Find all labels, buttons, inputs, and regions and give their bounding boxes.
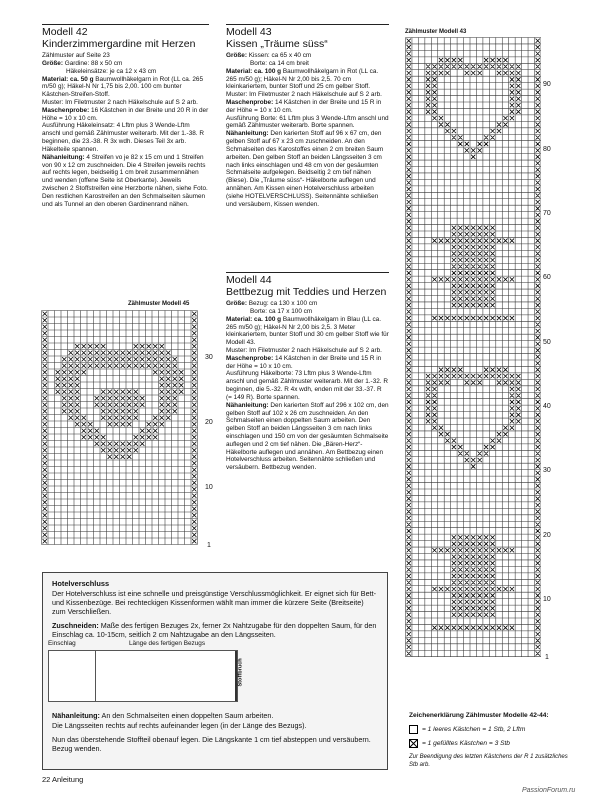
- legend: [409, 712, 569, 770]
- chart45-grid: [41, 310, 198, 545]
- modell44-ausfuehrung: Ausführung Häkelborte: 73 Lftm plus 3 Wende-Lftm anschl und gemäß Zählmuster weiterarb. Mit der 1.-32. R beginnen, die 5.-32. R 4x wdh, enden mit der 33.-37. R (= 149 R). Borte spannen.: [226, 370, 388, 401]
- material-label: Material: ca. 100 g: [226, 67, 282, 75]
- chart45-label-20: 20: [205, 419, 213, 426]
- groesse-label: Größe:: [42, 59, 63, 67]
- naehanleitung-label: Nähanleitung:: [226, 130, 269, 138]
- groesse-label: Größe:: [226, 300, 247, 308]
- groesse-label: Größe:: [226, 52, 247, 60]
- diagram-fabric: [48, 650, 238, 702]
- maschenprobe-value: 14 Kästchen in der Breite und 15 R in der Höhe = 10 x 10 cm.: [226, 354, 382, 370]
- chart43-label-60: 60: [543, 274, 551, 281]
- modell44-column: [226, 272, 389, 472]
- modell43-maschenprobe: [226, 99, 389, 115]
- modell42-ausfuehrung: Ausführung Häkeleinsatz: 4 Lftm plus 3 Wende-Lftm anschl und gemäß Zählmuster weiterarb. Mit der 1.-38. R beginnen, die 23.-38. R 3x wdh. Dieses Teil 3x arb. Häkelteile spannen.: [42, 122, 204, 153]
- chart43-label-90: 90: [543, 81, 551, 88]
- diagram-einschlag-label: Einschlag: [48, 640, 76, 648]
- modell42-material: [42, 76, 209, 99]
- chart43-grid: [405, 37, 541, 657]
- modell42-line: Zählmuster auf Seite 23: [42, 52, 110, 60]
- modell42-groesse2: Häkeleinsätze: je ca 12 x 43 cm: [66, 67, 157, 75]
- legend-empty: [409, 725, 569, 734]
- modell43-material: [226, 68, 389, 91]
- empty-square-icon: [409, 725, 418, 734]
- naehanleitung-value: 4 Streifen vo je 82 x 15 cm und 1 Streifen von 90 x 12 cm zuschneiden. Die 4 Streifen jeweils rechts auf rechts legen, beidseitig 1 cm breit zusammennähen und wenden (offene Seite ist Oberkante). Jeweils zwischen 2 Stoffstreifen eine Herzborte nähen, siehe Foto. Den restlichen Karostreifen an den Schmalseiten säumen und als Tunnel an den oberen Gardinenrand nähen.: [42, 153, 208, 208]
- chart43-label-20: 20: [543, 532, 551, 539]
- hotelverschluss-box: [42, 572, 388, 770]
- maschenprobe-value: 14 Kästchen in der Breite und 15 R in der Höhe = 10 x 10 cm.: [226, 99, 382, 114]
- chart45-label-30: 30: [205, 354, 213, 361]
- maschenprobe-label: Maschenprobe:: [226, 354, 274, 362]
- naehanleitung-label: Nähanleitung:: [226, 401, 269, 409]
- modell44-groesse2: Borte: ca 17 x 100 cm: [250, 307, 313, 315]
- modell42-muster: Muster: Im Filetmuster 2 nach Häkelschule auf S 2 arb.: [42, 99, 198, 106]
- hotel-naehanleitung: [52, 711, 378, 720]
- diagram-stoffbruch-label: Stoffbruch: [237, 658, 244, 687]
- hotel-intro: Der Hotelverschluss ist eine schnelle und preisgünstige Verschlussmöglichkeit. Er eignet sich für Bett- und Kissenbezüge. Bei rechteckigen Kissenformen wählt man immer die kürzere Seite (Breitseite) zum Verschließen.: [52, 589, 376, 617]
- modell43-heading1: Modell 43: [226, 26, 272, 38]
- modell44-heading1: Modell 44: [226, 274, 272, 286]
- hotel-zuschneiden: [52, 621, 378, 639]
- diagram-einschlag-line: [95, 651, 96, 701]
- chart43-title: Zählmuster Modell 43: [405, 29, 467, 35]
- page-footer: 22 Anleitung: [42, 775, 84, 784]
- maschenprobe-label: Maschenprobe:: [226, 99, 274, 106]
- modell44-rule: [226, 272, 389, 273]
- modell43-muster: Muster: Im Filetmuster 2 nach Häkelschule auf S 2 arb.: [226, 91, 382, 99]
- zuschneiden-label: Zuschneiden:: [52, 620, 99, 630]
- modell42-rule: [42, 24, 209, 25]
- modell43-naehanleitung: [226, 130, 389, 208]
- modell44-material: [226, 316, 389, 347]
- maschenprobe-value: 16 Kästchen in der Breite und 20 R in der Höhe = 10 x 10 cm.: [42, 106, 209, 122]
- material-label: Material: ca. 100 g: [226, 315, 282, 323]
- legend-note: Zur Beendigung des letzten Kästchens der R 1 zusätzliches Stb arb.: [409, 754, 568, 768]
- modell42-maschenprobe: [42, 107, 209, 123]
- chart45-label-10: 10: [205, 484, 213, 491]
- modell43-ausfuehrung: Ausführung Borte: 61 Lftm plus 3 Wende-Lftm anschl und gemäß Zählmuster weiterarb. Borte spannen.: [226, 114, 389, 130]
- chart43-label-10: 10: [543, 596, 551, 603]
- modell44-groesse: [226, 300, 389, 308]
- modell43-rule: [226, 24, 389, 25]
- zuschneiden-value: Maße des fertigen Bezuges 2x, ferner 2x Nahtzugabe für den doppelten Saum, für den Einschlag ca. 10-15cm, seitlich 2 cm Nahtzugabe an den Längsseiten.: [52, 620, 377, 639]
- chart43-label-1: 1: [545, 654, 549, 661]
- maschenprobe-label: Maschenprobe:: [42, 106, 90, 114]
- groesse-value: Kissen: ca 65 x 40 cm: [246, 52, 312, 60]
- modell44-muster: Muster: Im Filetmuster 2 nach Häkelschule auf S 2 arb.: [226, 347, 382, 354]
- legend-filled: [409, 739, 569, 748]
- modell43-groesse2: Borte: ca 14 cm breit: [250, 59, 309, 67]
- chart43-label-30: 30: [543, 467, 551, 474]
- groesse-value: Bezug: ca 130 x 100 cm: [246, 300, 318, 308]
- material-value: Baumwollhäkelgarn in Rot (LL ca. 265 m/50 g); Häkel-N Nr 1,75 bis 2,00. 100 cm bunter Kästchen-Streifen-Stoff.: [42, 75, 204, 99]
- watermark-credit: PassionForum.ru: [522, 787, 576, 794]
- material-label: Material: ca. 50 g: [42, 75, 94, 83]
- material-value: Baumwollhäkelgarn in Blau (LL ca. 265 m/50 g); Häkel-N Nr 2,00 bis 2,5. 3 Meter kleinkariertem, bunter Stoff und 30 cm gelber Stoff wie für Modell 43.: [226, 315, 389, 347]
- legend-empty-text: = 1 leeres Kästchen = 1 Stb, 2 Lftm: [422, 725, 526, 733]
- modell44-maschenprobe: [226, 355, 389, 371]
- modell43-groesse: [226, 52, 389, 60]
- hotel-laengsseiten: Die Längsseiten rechts auf rechts aufeinander legen (in der Länge des Bezugs).: [52, 721, 307, 731]
- legend-title: Zeichenerklärung Zählmuster Modelle 42-44:: [409, 712, 549, 719]
- modell44-naehanleitung: [226, 402, 389, 472]
- modell42-column: [42, 24, 209, 208]
- modell42-groesse: [42, 60, 209, 68]
- modell44-heading2: Bettbezug mit Teddies und Herzen: [226, 286, 387, 299]
- hotel-title: Hotelverschluss: [52, 579, 110, 588]
- chart43-label-50: 50: [543, 339, 551, 346]
- hotel-naehanleitung-label: Nähanleitung:: [52, 711, 100, 721]
- diagram-laenge-label: Länge des fertigen Bezugs: [129, 640, 206, 648]
- chart43-label-70: 70: [543, 210, 551, 217]
- material-value: Baumwollhäkelgarn in Rot (LL ca. 265 m/50 g); Häkel-N Nr 2,00 bis 2,5. 70 cm kleinkariertem, bunter Stoff und 25 cm gelber Stoff.: [226, 67, 379, 91]
- modell42-heading1: Modell 42: [42, 26, 88, 38]
- hotel-diagram: [48, 640, 378, 707]
- chart43-label-80: 80: [543, 146, 551, 153]
- hotel-naehanleitung-value: An den Schmalseiten einen doppelten Saum arbeiten.: [99, 711, 274, 721]
- modell43-column: [226, 24, 389, 208]
- modell42-naehanleitung: [42, 154, 209, 209]
- naehanleitung-value: Den karierten Stoff auf 296 x 102 cm, den gelben Stoff auf 102 x 26 cm zuschneiden. An den Schmalseiten einen doppelten Saum arbeiten. Den gelben Stoff an beiden Längsseiten 3 cm nach links einschlagen und 150 cm von der gesäumten Schmalseite auflegen und 2 cm tief nähen. Die „Bären-Herz“-Häkelborte auflegen und annähen. Am Bettbezug einen Hotelverschluss arbeiten. Seitennähte schließen und versäubern. Bettbezug wenden.: [226, 401, 389, 472]
- filled-square-icon: [409, 739, 418, 748]
- diagram-stoffbruch-line: [235, 651, 237, 701]
- hotel-schluss: Nun das überstehende Stoffteil obenauf legen. Die Längskante 1 cm tief absteppen und versäubern. Bezug wenden.: [52, 734, 371, 753]
- legend-filled-text: = 1 gefülltes Kästchen = 3 Stb: [422, 739, 510, 747]
- naehanleitung-label: Nähanleitung:: [42, 153, 85, 161]
- modell42-heading2: Kinderzimmergardine mit Herzen: [42, 38, 196, 51]
- modell43-heading2: Kissen „Träume süss“: [226, 38, 328, 51]
- chart45-title: Zählmuster Modell 45: [128, 301, 190, 307]
- groesse-value: Gardine: 88 x 50 cm: [62, 59, 123, 67]
- chart43-label-40: 40: [543, 403, 551, 410]
- naehanleitung-value: Den karierten Stoff auf 96 x 67 cm, den gelben Stoff auf 67 x 23 cm zuschneiden. An den Schmalseiten des Karostoffes einen 2 cm breiten Saum arbeiten. Den gelben Stoff an beiden Längsseiten 3 cm nach links einschlagen und 48 cm von der gesäumten Schmalseite aufgelegen. Beidseitig 2 cm tief nähen (Biese). Die „Träume süss“- Häkelborte auflegen und annähen. Am Kissen einen Hotelverschluss arbeiten (siehe HOTELVERSCHLUSS). Seitennähte schließen und versäubern, Kissen wenden.: [226, 130, 384, 208]
- chart45-label-1: 1: [207, 542, 211, 549]
